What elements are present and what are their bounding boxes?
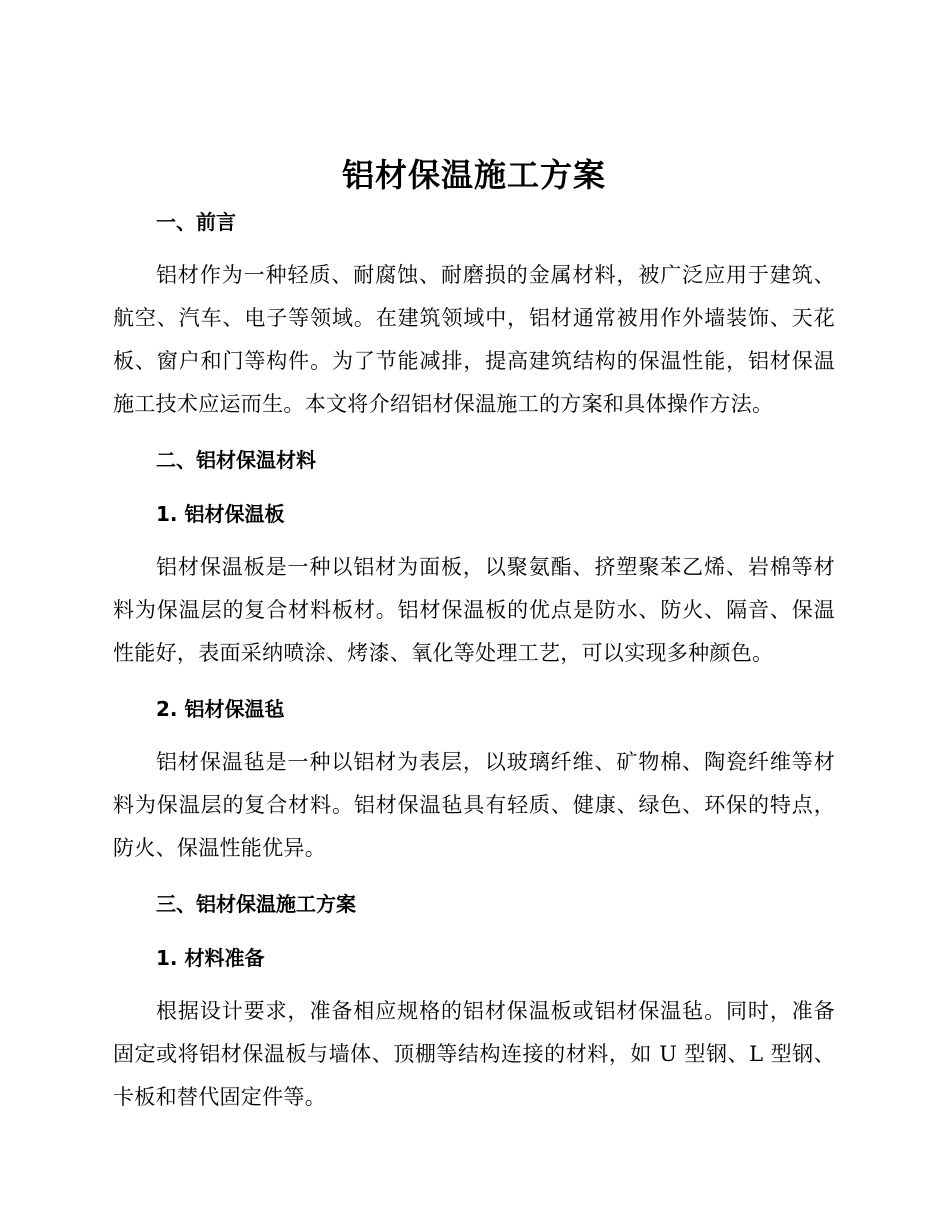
subsection-heading-material-preparation: 1. 材料准备 <box>156 946 265 970</box>
material-preparation-paragraph: 根据设计要求，准备相应规格的铝材保温板或铝材保温毡。同时，准备固定或将铝材保温板与墙体、顶棚等结构连接的材料，如 U 型钢、L 型钢、卡板和替代固定件等。 <box>113 999 835 1109</box>
subsection-heading-insulation-board: 1. 铝材保温板 <box>156 502 285 526</box>
section-heading-construction-plan: 三、铝材保温施工方案 <box>156 892 356 916</box>
section-heading-materials: 二、铝材保温材料 <box>156 448 316 472</box>
insulation-felt-paragraph: 铝材保温毡是一种以铝材为表层，以玻璃纤维、矿物棉、陶瓷纤维等材料为保温层的复合材料。铝材保温毡具有轻质、健康、绿色、环保的特点，防火、保温性能优异。 <box>113 750 835 860</box>
document-title: 铝材保温施工方案 <box>341 156 606 194</box>
subsection-heading-insulation-felt: 2. 铝材保温毡 <box>156 697 285 721</box>
insulation-board-paragraph: 铝材保温板是一种以铝材为面板，以聚氨酯、挤塑聚苯乙烯、岩棉等材料为保温层的复合材料板材。铝材保温板的优点是防水、防火、隔音、保温性能好，表面采纳喷涂、烤漆、氧化等处理工艺，可以实现多种颜色。 <box>113 555 835 665</box>
document-body <box>113 150 835 1119</box>
section-heading-preface: 一、前言 <box>156 210 236 234</box>
preface-paragraph: 铝材作为一种轻质、耐腐蚀、耐磨损的金属材料，被广泛应用于建筑、航空、汽车、电子等领域。在建筑领域中，铝材通常被用作外墙装饰、天花板、窗户和门等构件。为了节能减排，提高建筑结构的保温性能，铝材保温施工技术应运而生。本文将介绍铝材保温施工的方案和具体操作方法。 <box>113 263 835 416</box>
